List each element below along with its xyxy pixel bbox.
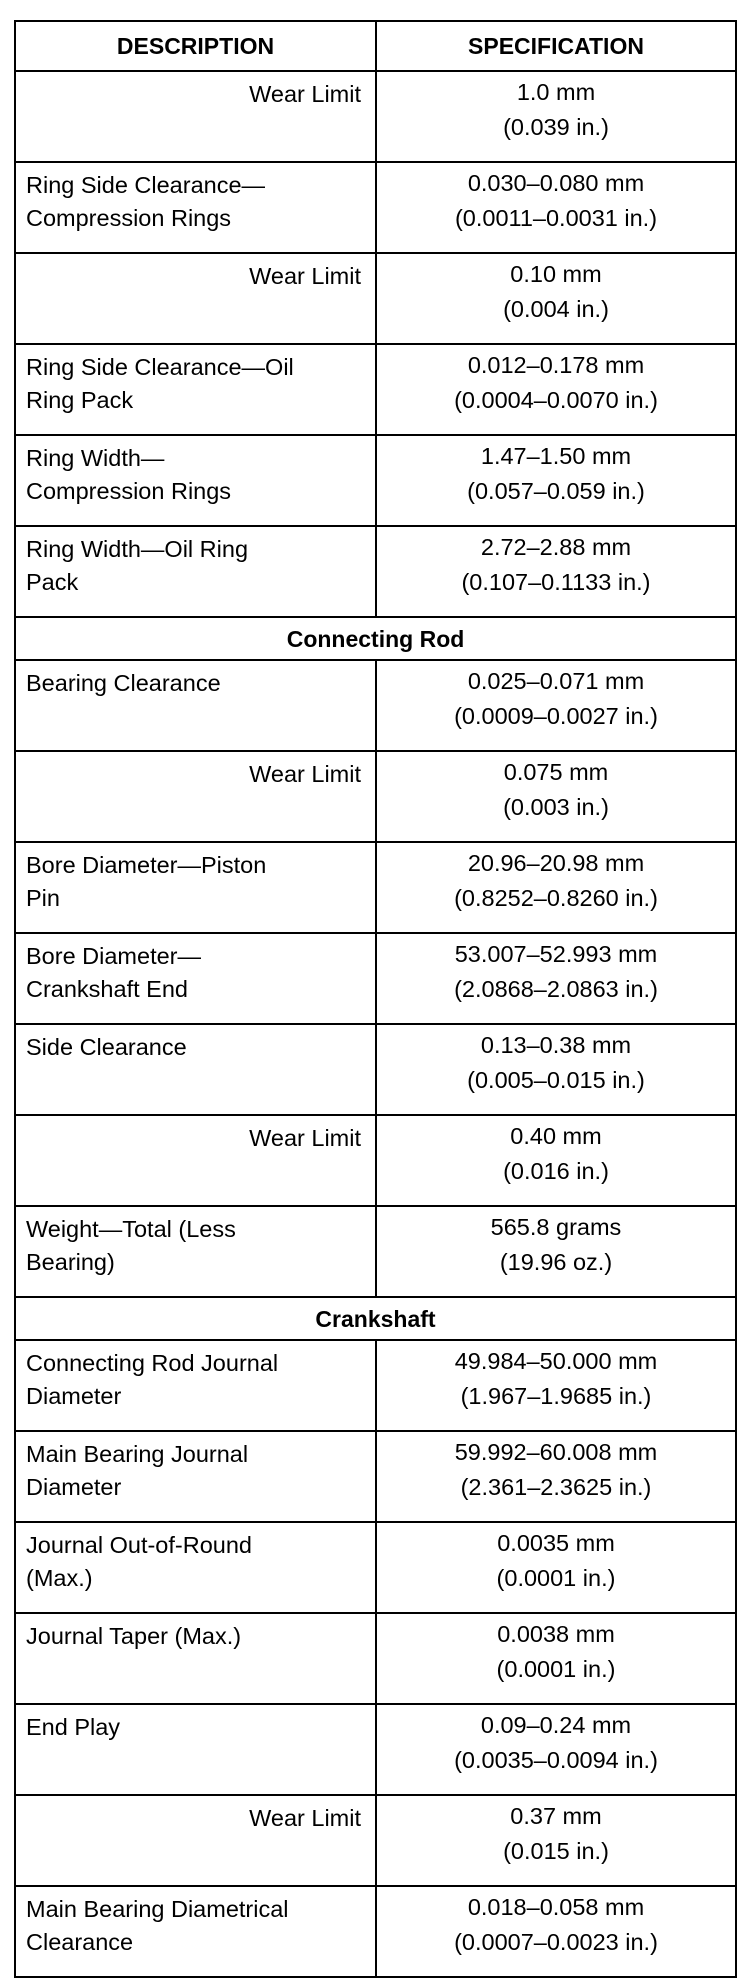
imperial-value: (0.0009–0.0027 in.): [454, 703, 658, 729]
description-cell: [15, 435, 376, 526]
specification-cell: [376, 1206, 736, 1297]
section-title: Crankshaft: [15, 1297, 736, 1340]
description-cell: [15, 842, 376, 933]
specification-cell: [376, 71, 736, 162]
metric-value: 49.984–50.000 mm: [454, 1348, 658, 1374]
imperial-value: (0.015 in.): [503, 1838, 609, 1864]
specification-cell: [376, 253, 736, 344]
specification-cell: [376, 344, 736, 435]
description-cell: [15, 71, 376, 162]
table-row: [15, 1206, 736, 1297]
metric-value: 53.007–52.993 mm: [454, 941, 658, 967]
imperial-value: (2.361–2.3625 in.): [460, 1474, 652, 1500]
column-header-description: DESCRIPTION: [15, 21, 376, 71]
table-row: [15, 1886, 736, 1977]
description-line: Pin: [26, 885, 60, 911]
table-row: [15, 1795, 736, 1886]
description-cell: [15, 1522, 376, 1613]
imperial-value: (0.8252–0.8260 in.): [454, 885, 658, 911]
description-line: Ring Width—Oil Ring: [26, 536, 249, 562]
table-header-row: [15, 21, 736, 71]
description-cell: [15, 253, 376, 344]
table-row: [15, 1522, 736, 1613]
specification-cell: [376, 526, 736, 617]
specification-cell: [376, 1024, 736, 1115]
specification-cell: [376, 1704, 736, 1795]
description-line: Side Clearance: [26, 1034, 187, 1060]
metric-value: 0.09–0.24 mm: [480, 1712, 632, 1738]
table-row: [15, 71, 736, 162]
imperial-value: (0.107–0.1133 in.): [461, 569, 651, 595]
description-cell: [15, 162, 376, 253]
description-cell: [15, 344, 376, 435]
description-line: Bearing): [26, 1249, 115, 1275]
imperial-value: (19.96 oz.): [499, 1249, 613, 1275]
description-line: Bore Diameter—: [26, 943, 201, 969]
table-row: [15, 435, 736, 526]
table-row: [15, 1024, 736, 1115]
specification-cell: [376, 1795, 736, 1886]
description-cell: [15, 660, 376, 751]
description-line: Clearance: [26, 1929, 134, 1955]
description-line: Weight—Total (Less: [26, 1216, 236, 1242]
table-row: [15, 1340, 736, 1431]
specification-cell: [376, 842, 736, 933]
imperial-value: (0.0001 in.): [496, 1565, 616, 1591]
description-line: Connecting Rod Journal: [26, 1350, 279, 1376]
imperial-value: (0.039 in.): [503, 114, 609, 140]
description-line: Wear Limit: [249, 263, 361, 289]
description-cell: [15, 526, 376, 617]
metric-value: 0.13–0.38 mm: [480, 1032, 632, 1058]
table-row: [15, 344, 736, 435]
description-line: Compression Rings: [26, 478, 232, 504]
description-line: Diameter: [26, 1474, 122, 1500]
imperial-value: (2.0868–2.0863 in.): [454, 976, 658, 1002]
metric-value: 59.992–60.008 mm: [454, 1439, 658, 1465]
description-line: Wear Limit: [249, 1805, 361, 1831]
specification-cell: [376, 751, 736, 842]
description-line: Ring Side Clearance—Oil: [26, 354, 294, 380]
metric-value: 0.025–0.071 mm: [467, 668, 645, 694]
description-line: Wear Limit: [249, 81, 361, 107]
description-line: Compression Rings: [26, 205, 232, 231]
description-line: Wear Limit: [249, 761, 361, 787]
description-line: Bearing Clearance: [26, 670, 221, 696]
table-row: [15, 842, 736, 933]
description-line: Bore Diameter—Piston: [26, 852, 267, 878]
section-title: Connecting Rod: [15, 617, 736, 660]
metric-value: 0.37 mm: [510, 1803, 602, 1829]
description-line: Journal Out-of-Round: [26, 1532, 252, 1558]
section-header-row: [15, 617, 736, 660]
imperial-value: (1.967–1.9685 in.): [460, 1383, 652, 1409]
table-row: [15, 660, 736, 751]
description-cell: [15, 1115, 376, 1206]
table-row: [15, 162, 736, 253]
metric-value: 0.012–0.178 mm: [467, 352, 645, 378]
specification-cell: [376, 1431, 736, 1522]
table-row: [15, 1115, 736, 1206]
metric-value: 565.8 grams: [490, 1214, 622, 1240]
imperial-value: (0.0011–0.0031 in.): [454, 205, 658, 231]
description-cell: [15, 1886, 376, 1977]
imperial-value: (0.0035–0.0094 in.): [454, 1747, 658, 1773]
table-row: [15, 751, 736, 842]
description-cell: [15, 933, 376, 1024]
metric-value: 20.96–20.98 mm: [467, 850, 645, 876]
specification-table: [14, 20, 737, 1978]
description-cell: [15, 1431, 376, 1522]
imperial-value: (0.0001 in.): [496, 1656, 616, 1682]
description-line: Main Bearing Diametrical: [26, 1896, 289, 1922]
metric-value: 2.72–2.88 mm: [480, 534, 632, 560]
description-line: (Max.): [26, 1565, 93, 1591]
metric-value: 0.0038 mm: [497, 1621, 615, 1647]
description-line: End Play: [26, 1714, 121, 1740]
description-line: Ring Pack: [26, 387, 134, 413]
description-line: Journal Taper (Max.): [26, 1623, 242, 1649]
description-line: Diameter: [26, 1383, 122, 1409]
specification-cell: [376, 660, 736, 751]
metric-value: 0.10 mm: [510, 261, 602, 287]
column-header-specification: SPECIFICATION: [376, 21, 736, 71]
table-row: [15, 1613, 736, 1704]
imperial-value: (0.004 in.): [503, 296, 609, 322]
table-row: [15, 933, 736, 1024]
description-cell: [15, 1024, 376, 1115]
metric-value: 1.0 mm: [516, 79, 596, 105]
description-cell: [15, 1206, 376, 1297]
metric-value: 0.0035 mm: [497, 1530, 615, 1556]
specification-cell: [376, 1886, 736, 1977]
specification-cell: [376, 1340, 736, 1431]
metric-value: 1.47–1.50 mm: [480, 443, 632, 469]
imperial-value: (0.057–0.059 in.): [467, 478, 645, 504]
table-row: [15, 1704, 736, 1795]
description-line: Pack: [26, 569, 79, 595]
specification-cell: [376, 1115, 736, 1206]
description-cell: [15, 751, 376, 842]
specification-cell: [376, 162, 736, 253]
specification-cell: [376, 435, 736, 526]
description-cell: [15, 1704, 376, 1795]
description-line: Crankshaft End: [26, 976, 188, 1002]
section-header-row: [15, 1297, 736, 1340]
specification-cell: [376, 1522, 736, 1613]
description-line: Main Bearing Journal: [26, 1441, 249, 1467]
metric-value: 0.018–0.058 mm: [467, 1894, 645, 1920]
imperial-value: (0.0007–0.0023 in.): [454, 1929, 658, 1955]
description-line: Ring Width—: [26, 445, 165, 471]
description-line: Ring Side Clearance—: [26, 172, 266, 198]
metric-value: 0.075 mm: [503, 759, 609, 785]
table-row: [15, 526, 736, 617]
description-cell: [15, 1340, 376, 1431]
table-body: [15, 71, 736, 1977]
specification-cell: [376, 1613, 736, 1704]
specification-cell: [376, 933, 736, 1024]
imperial-value: (0.016 in.): [503, 1158, 609, 1184]
metric-value: 0.40 mm: [510, 1123, 602, 1149]
description-line: Wear Limit: [249, 1125, 361, 1151]
description-cell: [15, 1613, 376, 1704]
table-row: [15, 253, 736, 344]
table-row: [15, 1431, 736, 1522]
imperial-value: (0.005–0.015 in.): [467, 1067, 645, 1093]
description-cell: [15, 1795, 376, 1886]
metric-value: 0.030–0.080 mm: [467, 170, 645, 196]
imperial-value: (0.0004–0.0070 in.): [454, 387, 658, 413]
imperial-value: (0.003 in.): [503, 794, 609, 820]
